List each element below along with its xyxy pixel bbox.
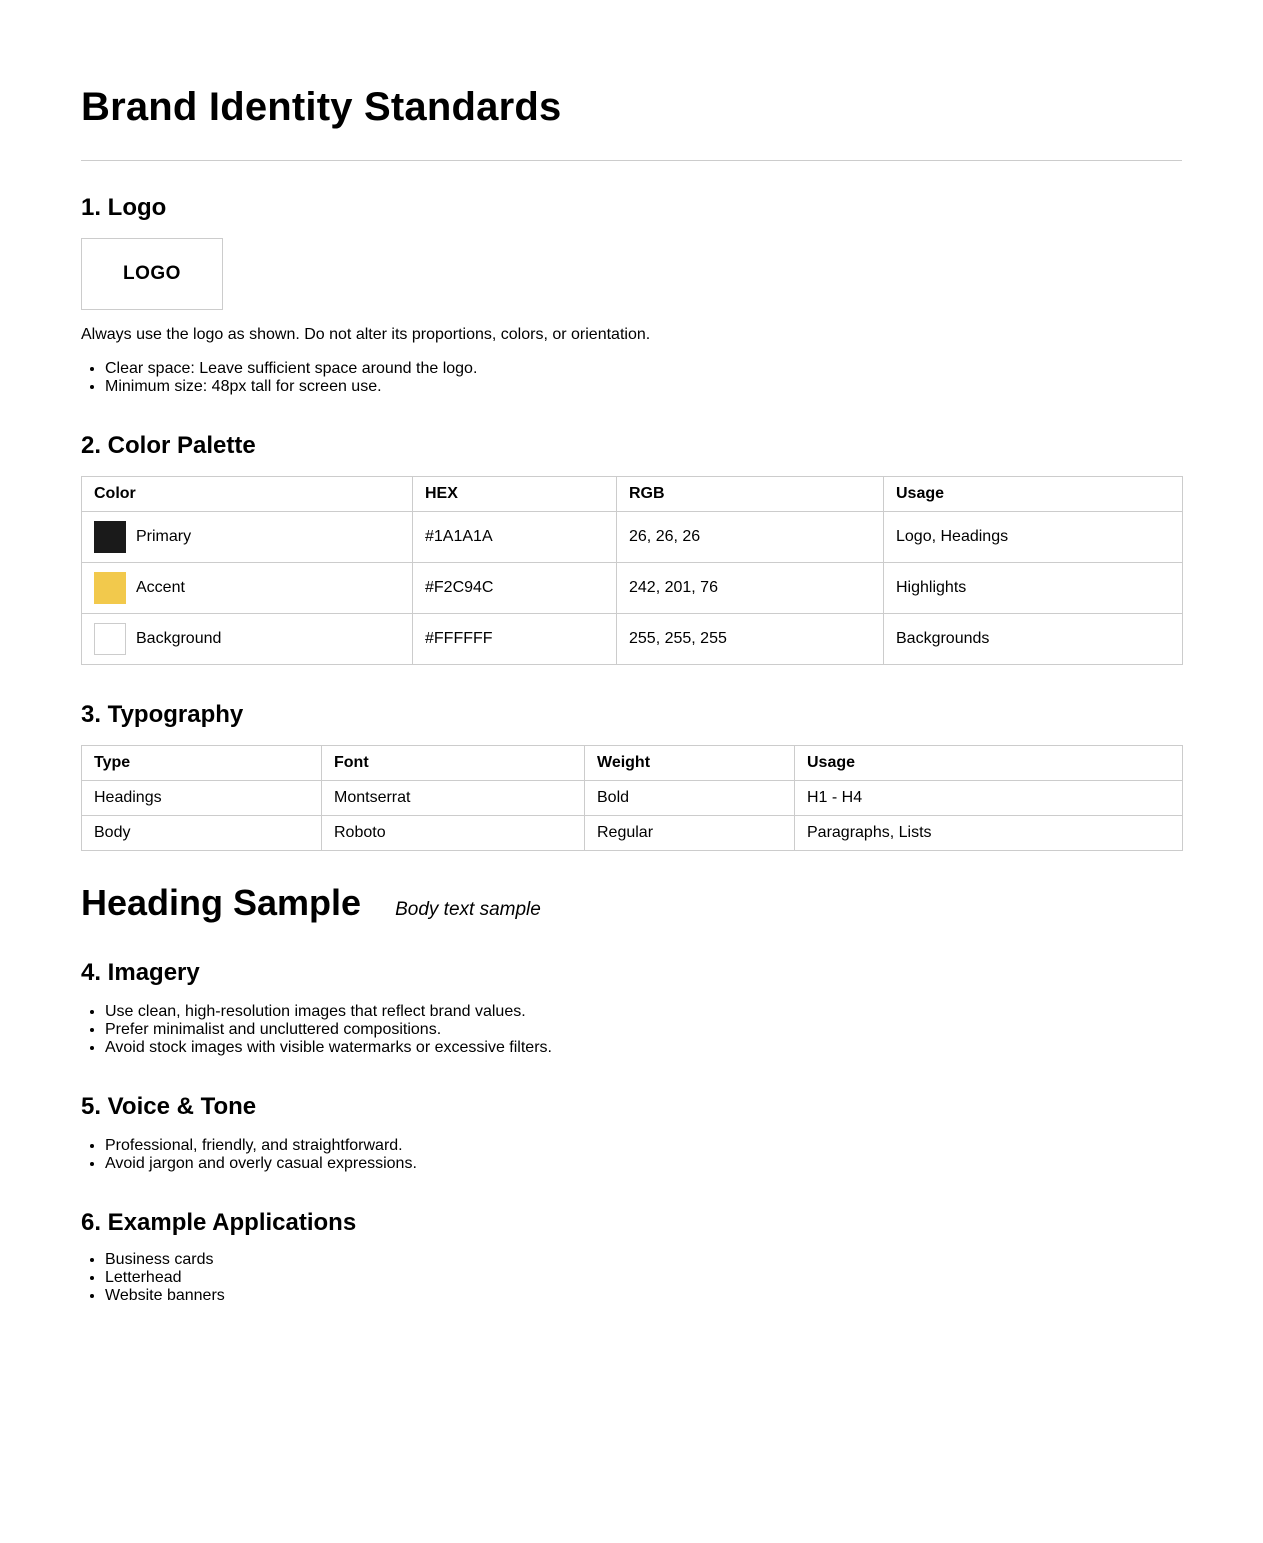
column-header: HEX xyxy=(413,477,617,512)
column-header: Color xyxy=(82,477,413,512)
weight-value: Regular xyxy=(585,816,795,851)
list-item: • Use clean, high-resolution images that reflect brand values. xyxy=(105,1003,552,1021)
table-header-row xyxy=(82,477,1183,512)
column-header: Font xyxy=(322,746,585,781)
color-swatch-accent xyxy=(94,572,126,604)
applications-section-heading: 6. Example Applications xyxy=(81,1209,357,1236)
column-header: RGB xyxy=(617,477,884,512)
logo-text: LOGO xyxy=(123,263,181,284)
heading-sample: Heading Sample xyxy=(81,882,362,923)
color-palette-table xyxy=(81,476,1183,665)
hex-value: #1A1A1A xyxy=(413,512,617,563)
typography-table xyxy=(81,745,1183,851)
column-header: Type xyxy=(82,746,322,781)
logo-description: Always use the logo as shown. Do not alter its proportions, colors, or orientation. xyxy=(81,326,651,343)
table-row xyxy=(82,816,1183,851)
color-swatch-background xyxy=(94,623,126,655)
weight-value: Bold xyxy=(585,781,795,816)
typography-section-heading: 3. Typography xyxy=(81,701,244,728)
usage-value: H1 - H4 xyxy=(795,781,1183,816)
usage-value: Paragraphs, Lists xyxy=(795,816,1183,851)
table-row xyxy=(82,614,1183,665)
list-item: • Avoid stock images with visible watermarks or excessive filters. xyxy=(105,1039,552,1057)
list-item: • Letterhead xyxy=(105,1269,681,1287)
rgb-value: 242, 201, 76 xyxy=(617,563,884,614)
color-swatch-primary xyxy=(94,521,126,553)
logo-placeholder xyxy=(81,238,223,310)
imagery-section-heading: 4. Imagery xyxy=(81,959,200,986)
column-header: Weight xyxy=(585,746,795,781)
typography-sample xyxy=(81,882,541,924)
type-value: Body xyxy=(82,816,322,851)
color-section-heading: 2. Color Palette xyxy=(81,432,256,459)
hex-value: #FFFFFF xyxy=(413,614,617,665)
title-divider xyxy=(81,160,1182,161)
voice-list xyxy=(81,1137,417,1173)
list-item: • Minimum size: 48px tall for screen use. xyxy=(105,378,477,396)
color-name: Accent xyxy=(136,579,185,596)
page-title: Brand Identity Standards xyxy=(81,85,562,129)
logo-rules-list xyxy=(81,360,477,396)
hex-value: #F2C94C xyxy=(413,563,617,614)
usage-value: Highlights xyxy=(884,563,1183,614)
table-row xyxy=(82,781,1183,816)
list-item: • Prefer minimalist and uncluttered compositions. xyxy=(105,1021,552,1039)
list-item: • Clear space: Leave sufficient space around the logo. xyxy=(105,360,477,378)
list-item: • Professional, friendly, and straightforward. xyxy=(105,1137,417,1155)
rgb-value: 26, 26, 26 xyxy=(617,512,884,563)
column-header: Usage xyxy=(884,477,1183,512)
table-header-row xyxy=(82,746,1183,781)
font-value: Montserrat xyxy=(322,781,585,816)
usage-value: Backgrounds xyxy=(884,614,1183,665)
rgb-value: 255, 255, 255 xyxy=(617,614,884,665)
color-name: Primary xyxy=(136,528,192,545)
column-header: Usage xyxy=(795,746,1183,781)
applications-list-clip xyxy=(81,1251,681,1301)
type-value: Headings xyxy=(82,781,322,816)
usage-value: Logo, Headings xyxy=(884,512,1183,563)
body-sample: Body text sample xyxy=(395,899,541,920)
table-row xyxy=(82,512,1183,563)
list-item: • Business cards xyxy=(105,1251,681,1269)
font-value: Roboto xyxy=(322,816,585,851)
list-item: • Website banners xyxy=(105,1287,681,1301)
imagery-list xyxy=(81,1003,552,1057)
voice-section-heading: 5. Voice & Tone xyxy=(81,1093,257,1120)
table-row xyxy=(82,563,1183,614)
applications-list xyxy=(81,1251,681,1301)
logo-section-heading: 1. Logo xyxy=(81,194,167,221)
color-name: Background xyxy=(136,630,222,647)
list-item: • Avoid jargon and overly casual expressions. xyxy=(105,1155,417,1173)
